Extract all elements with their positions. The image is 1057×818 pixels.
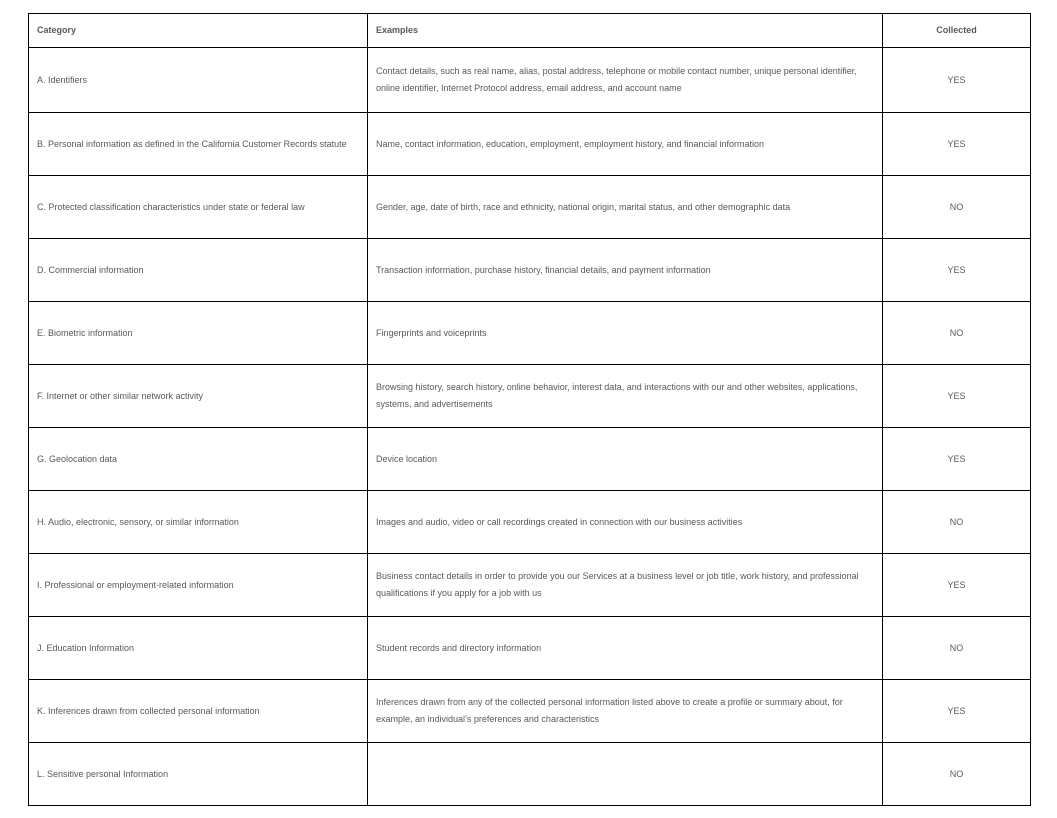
collected-cell: YES [883, 554, 1031, 617]
table-row [29, 48, 1031, 113]
table-row [29, 113, 1031, 176]
examples-cell: Inferences drawn from any of the collected personal information listed above to create a profile or summary about, for example, an individual’s preferences and characteristics [368, 680, 883, 743]
category-cell: A. Identifiers [29, 48, 368, 113]
category-cell: G. Geolocation data [29, 428, 368, 491]
collected-cell: NO [883, 617, 1031, 680]
category-cell: H. Audio, electronic, sensory, or similar information [29, 491, 368, 554]
category-cell: K. Inferences drawn from collected personal information [29, 680, 368, 743]
examples-cell: Browsing history, search history, online behavior, interest data, and interactions with our and other websites, applications, systems, and advertisements [368, 365, 883, 428]
personal-information-categories-table [28, 13, 1031, 806]
examples-cell: Device location [368, 428, 883, 491]
category-cell: F. Internet or other similar network activity [29, 365, 368, 428]
header-collected: Collected [883, 14, 1031, 48]
header-examples: Examples [368, 14, 883, 48]
table-row [29, 365, 1031, 428]
table-row [29, 680, 1031, 743]
category-cell: C. Protected classification characteristics under state or federal law [29, 176, 368, 239]
category-cell: L. Sensitive personal Information [29, 743, 368, 806]
examples-cell: Business contact details in order to provide you our Services at a business level or job title, work history, and professional qualifications if you apply for a job with us [368, 554, 883, 617]
table-row [29, 491, 1031, 554]
table-row [29, 428, 1031, 491]
collected-cell: YES [883, 680, 1031, 743]
examples-cell [368, 743, 883, 806]
collected-cell: NO [883, 743, 1031, 806]
category-cell: I. Professional or employment-related information [29, 554, 368, 617]
collected-cell: YES [883, 48, 1031, 113]
table-row [29, 239, 1031, 302]
examples-cell: Images and audio, video or call recordings created in connection with our business activities [368, 491, 883, 554]
table-row [29, 554, 1031, 617]
collected-cell: NO [883, 176, 1031, 239]
category-cell: D. Commercial information [29, 239, 368, 302]
examples-cell: Student records and directory information [368, 617, 883, 680]
collected-cell: YES [883, 428, 1031, 491]
collected-cell: NO [883, 491, 1031, 554]
collected-cell: YES [883, 239, 1031, 302]
table-row [29, 743, 1031, 806]
collected-cell: NO [883, 302, 1031, 365]
collected-cell: YES [883, 113, 1031, 176]
table-row [29, 176, 1031, 239]
examples-cell: Contact details, such as real name, alias, postal address, telephone or mobile contact number, unique personal identifier, online identifier, Internet Protocol address, email address, and account name [368, 48, 883, 113]
header-category: Category [29, 14, 368, 48]
table-row [29, 617, 1031, 680]
examples-cell: Gender, age, date of birth, race and ethnicity, national origin, marital status, and other demographic data [368, 176, 883, 239]
examples-cell: Fingerprints and voiceprints [368, 302, 883, 365]
category-cell: J. Education Information [29, 617, 368, 680]
examples-cell: Name, contact information, education, employment, employment history, and financial information [368, 113, 883, 176]
table-header-row [29, 14, 1031, 48]
category-cell: E. Biometric information [29, 302, 368, 365]
collected-cell: YES [883, 365, 1031, 428]
table-row [29, 302, 1031, 365]
category-cell: B. Personal information as defined in the California Customer Records statute [29, 113, 368, 176]
examples-cell: Transaction information, purchase history, financial details, and payment information [368, 239, 883, 302]
